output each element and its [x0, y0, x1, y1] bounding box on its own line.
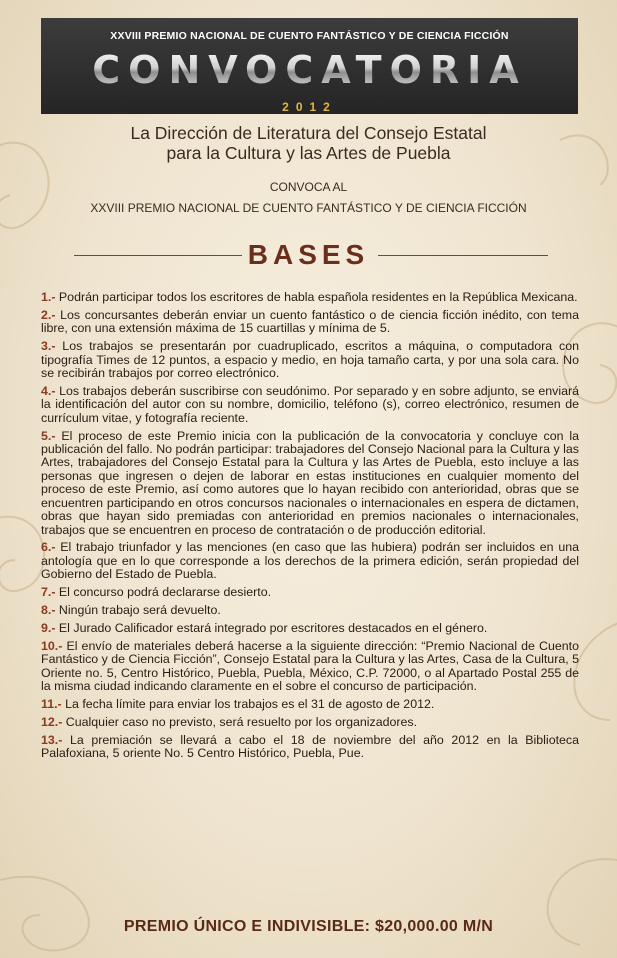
item-text: Ningún trabajo será devuelto. [55, 603, 221, 618]
item-text: La premiación se llevará a cabo el 18 de noviembre del año 2012 en la Biblioteca Palafoxiana, 5 oriente No. 5 Centro Histórico, Puebla, Pue. [41, 732, 579, 761]
item-number: 10.- [41, 638, 63, 653]
item-text: El Jurado Calificador estará integrado por escritores destacados en el género. [55, 620, 488, 635]
institution-line-2: para la Cultura y las Artes de Puebla [166, 143, 451, 163]
item-text: Los trabajos deberán suscribirse con seudónimo. Por separado y en sobre adjunto, se enviará la identificación del autor con su nombre, domicilio, teléfono (s), correo electrónico, resumen de currículum vitae, y fotografía reciente. [41, 383, 579, 425]
item-number: 2.- [41, 307, 56, 322]
header-subtitle: XXVIII PREMIO NACIONAL DE CUENTO FANTÁSTICO Y DE CIENCIA FICCIÓN [110, 30, 509, 42]
item-text: Podrán participar todos los escritores de habla española residentes en la República Mexicana. [55, 290, 578, 304]
item-text: El trabajo triunfador y las menciones (en caso que las hubiera) podrán ser incluidos en una antología que en lo que corresponde a los derechos de la primera edición, serán propiedad del Gobierno del Estado de Puebla. [41, 540, 579, 582]
list-item [41, 309, 579, 336]
item-number: 3.- [41, 339, 56, 354]
bases-list [41, 291, 579, 765]
item-number: 5.- [41, 428, 56, 443]
item-number: 9.- [41, 620, 56, 635]
item-number: 12.- [41, 714, 63, 729]
convoca-premio: XXVIII PREMIO NACIONAL DE CUENTO FANTÁSTICO Y DE CIENCIA FICCIÓN [90, 201, 527, 215]
prize-line: PREMIO ÚNICO E INDIVISIBLE: $20,000.00 M/N [123, 918, 494, 935]
item-text: Los concursantes deberán enviar un cuento fantástico o de ciencia ficción inédito, con tema libre, con una extensión máxima de 15 cuartillas y mínima de 5. [41, 307, 579, 336]
item-text: El concurso podrá declararse desierto. [55, 585, 272, 600]
list-item [41, 716, 579, 729]
convoca-label: CONVOCA AL [269, 180, 348, 194]
item-text: El envío de materiales deberá hacerse a la siguiente dirección: “Premio Nacional de Cuento Fantástico y de Ciencia Ficción”, Consejo Estatal para la Cultura y las Artes, Casa de la Cultura, 5 Oriente no. 5, Centro Histórico, Puebla, Puebla, México, C.P. 72000, o al Apartado Postal 255 de la misma ciudad indicando claramente en el sobre el concurso de participación. [41, 638, 579, 694]
list-item [41, 541, 579, 581]
list-item [41, 586, 579, 599]
list-item [41, 734, 579, 761]
header-year: 2012 [282, 100, 337, 114]
list-item [41, 604, 579, 617]
item-number: 7.- [41, 585, 56, 600]
institution-line-1: La Dirección de Literatura del Consejo Estatal [130, 123, 487, 143]
list-item [41, 640, 579, 694]
item-number: 11.- [41, 696, 62, 711]
item-text: La fecha límite para enviar los trabajos es el 31 de agosto de 2012. [61, 696, 435, 711]
list-item [41, 430, 579, 537]
item-number: 4.- [41, 383, 56, 398]
item-number: 8.- [41, 603, 56, 618]
item-text: El proceso de este Premio inicia con la publicación de la convocatoria y concluye con la publicación del fallo. No podrán participar: trabajadores del Consejo Nacional para la Cultura y las Artes, trabajadores del Consejo Estatal para la Cultura y las Artes de Puebla, esto incluye a las personas que ingresen o dejen de laborar en estas instituciones en cualquier momento del proceso de este Premio, así como autores que lo hayan recibido con anterioridad, obras que se encuentren participando en otros concursos nacionales o internacionales en espera de dictamen, obras que hayan sido premiadas con anterioridad en premios nacionales o internacionales, trabajos que se encuentren en proceso de contratación o de producción editorial. [41, 428, 579, 537]
divider-right [378, 255, 548, 256]
item-text: Cualquier caso no previsto, será resuelto por los organizadores. [62, 714, 418, 729]
list-item [41, 340, 579, 380]
item-number: 13.- [41, 732, 63, 747]
list-item [41, 385, 579, 425]
list-item [41, 698, 579, 711]
item-text: Los trabajos se presentarán por cuadruplicado, escritos a máquina, o computadora con tipografía Times de 12 puntos, a espacio y medio, en hoja tamaño carta, y por una sola cara. No se recibirán trabajos por correo electrónico. [41, 339, 579, 381]
item-number: 6.- [41, 540, 56, 555]
institution-name [0, 123, 617, 163]
list-item [41, 622, 579, 635]
header-title: CONVOCATORIA [41, 48, 578, 92]
header-banner [41, 18, 578, 114]
list-item [41, 291, 579, 304]
convoca-block [0, 180, 617, 216]
item-number: 1.- [41, 290, 56, 304]
bases-heading: BASES [247, 239, 370, 270]
